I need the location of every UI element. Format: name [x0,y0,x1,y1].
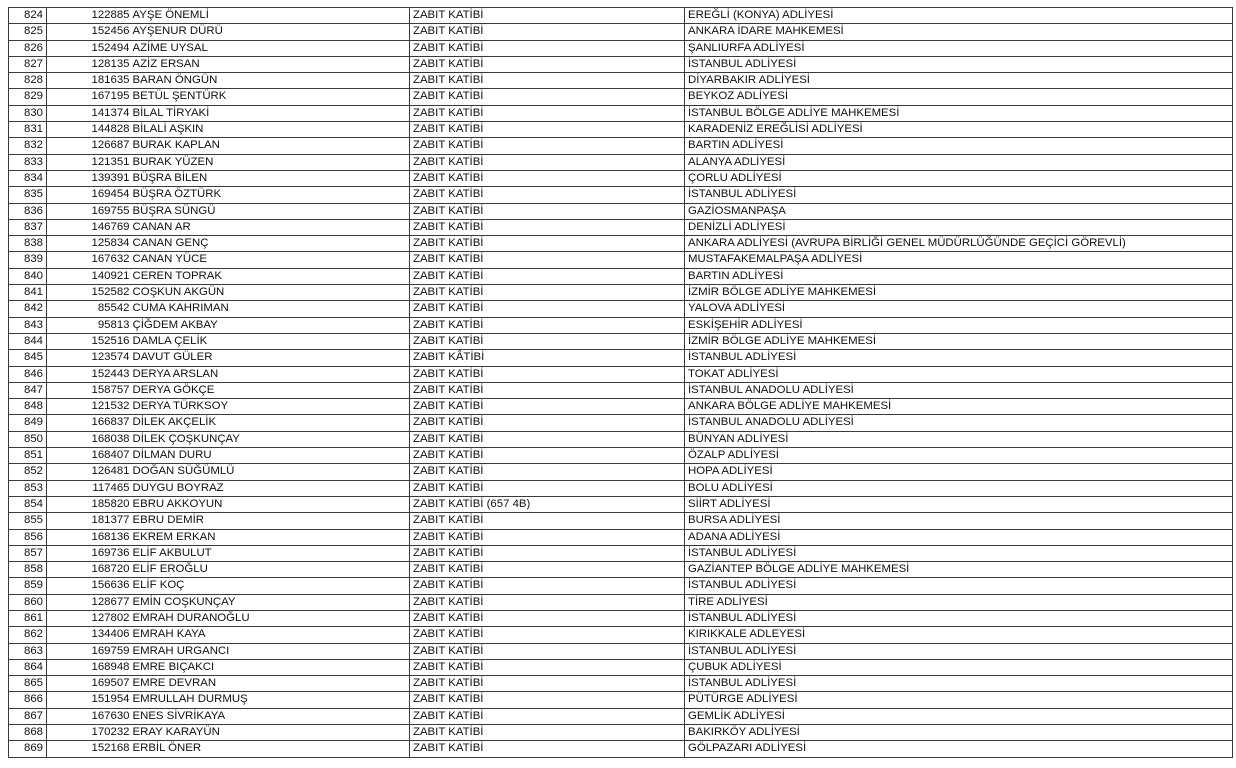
full-name-cell: DİLMAN DURU [131,448,410,464]
job-title-cell: ZABIT KATİBİ [410,627,685,643]
full-name-cell: DUYGU BOYRAZ [131,480,410,496]
registry-number-cell: 126687 [47,138,131,154]
full-name-cell: EMRAH KAYA [131,627,410,643]
registry-number-cell: 168407 [47,448,131,464]
full-name-cell: CUMA KAHRIMAN [131,301,410,317]
job-title-cell: ZABIT KATİBİ [410,285,685,301]
assigned-court-cell: ÖZALP ADLİYESİ [685,448,1233,464]
job-title-cell: ZABIT KATİBİ [410,431,685,447]
registry-number-cell: 181377 [47,513,131,529]
registry-number-cell: 168720 [47,562,131,578]
row-number-cell: 852 [9,464,47,480]
table-row [9,122,1233,138]
table-row [9,464,1233,480]
job-title-cell: ZABIT KATİBİ [410,138,685,154]
job-title-cell: ZABIT KATİBİ [410,676,685,692]
registry-number-cell: 127802 [47,610,131,626]
registry-number-cell: 167632 [47,252,131,268]
job-title-cell: ZABIT KATİBİ [410,333,685,349]
job-title-cell: ZABIT KATİBİ [410,382,685,398]
row-number-cell: 840 [9,268,47,284]
full-name-cell: BÜŞRA ÖZTÜRK [131,187,410,203]
table-row [9,252,1233,268]
job-title-cell: ZABIT KATİBİ [410,366,685,382]
full-name-cell: BETÜL ŞENTÜRK [131,89,410,105]
row-number-cell: 863 [9,643,47,659]
registry-number-cell: 134406 [47,627,131,643]
job-title-cell: ZABIT KATİBİ [410,513,685,529]
job-title-cell: ZABIT KATİBİ [410,154,685,170]
assigned-court-cell: GAZİANTEP BÖLGE ADLİYE MAHKEMESİ [685,562,1233,578]
registry-number-cell: 168038 [47,431,131,447]
assigned-court-cell: İZMİR BÖLGE ADLİYE MAHKEMESİ [685,285,1233,301]
assigned-court-cell: İSTANBUL ADLİYESİ [685,578,1233,594]
row-number-cell: 844 [9,333,47,349]
assigned-court-cell: TİRE ADLİYESİ [685,594,1233,610]
table-row [9,203,1233,219]
assigned-court-cell: SİİRT ADLİYESİ [685,496,1233,512]
assigned-court-cell: ANKARA BÖLGE ADLİYE MAHKEMESİ [685,399,1233,415]
full-name-cell: CANAN GENÇ [131,236,410,252]
full-name-cell: EMRE DEVRAN [131,676,410,692]
row-number-cell: 860 [9,594,47,610]
registry-number-cell: 152168 [47,741,131,757]
assigned-court-cell: İSTANBUL ADLİYESİ [685,545,1233,561]
assigned-court-cell: İSTANBUL ADLİYESİ [685,643,1233,659]
registry-number-cell: 181635 [47,73,131,89]
full-name-cell: EBRU AKKOYUN [131,496,410,512]
full-name-cell: DAVUT GÜLER [131,350,410,366]
full-name-cell: ENES SİVRİKAYA [131,708,410,724]
registry-number-cell: 128677 [47,594,131,610]
assigned-court-cell: GÖLPAZARI ADLİYESİ [685,741,1233,757]
registry-number-cell: 121351 [47,154,131,170]
assigned-court-cell: BEYKOZ ADLİYESİ [685,89,1233,105]
row-number-cell: 864 [9,659,47,675]
table-row [9,578,1233,594]
job-title-cell: ZABIT KATİBİ [410,610,685,626]
assigned-court-cell: İSTANBUL ADLİYESİ [685,610,1233,626]
assigned-court-cell: BAKIRKÖY ADLİYESİ [685,725,1233,741]
job-title-cell: ZABIT KATİBİ [410,545,685,561]
table-row [9,448,1233,464]
full-name-cell: ELİF AKBULUT [131,545,410,561]
registry-number-cell: 168136 [47,529,131,545]
assigned-court-cell: YALOVA ADLİYESİ [685,301,1233,317]
table-row [9,154,1233,170]
assigned-court-cell: ÇUBUK ADLİYESİ [685,659,1233,675]
table-row [9,741,1233,757]
table-row [9,56,1233,72]
job-title-cell: ZABIT KATİBİ [410,529,685,545]
registry-number-cell: 121532 [47,399,131,415]
table-row [9,431,1233,447]
registry-number-cell: 169759 [47,643,131,659]
table-row [9,170,1233,186]
row-number-cell: 848 [9,399,47,415]
row-number-cell: 868 [9,725,47,741]
table-row [9,399,1233,415]
registry-number-cell: 152582 [47,285,131,301]
row-number-cell: 851 [9,448,47,464]
registry-number-cell: 169454 [47,187,131,203]
assigned-court-cell: BÜNYAN ADLİYESİ [685,431,1233,447]
table-row [9,89,1233,105]
row-number-cell: 843 [9,317,47,333]
row-number-cell: 856 [9,529,47,545]
assigned-court-cell: KARADENİZ EREĞLİSİ ADLİYESİ [685,122,1233,138]
job-title-cell: ZABIT KATİBİ [410,219,685,235]
assigned-court-cell: MUSTAFAKEMALPAŞA ADLİYESİ [685,252,1233,268]
assigned-court-cell: GEMLİK ADLİYESİ [685,708,1233,724]
full-name-cell: ELİF EROĞLU [131,562,410,578]
job-title-cell: ZABIT KATİBİ [410,725,685,741]
registry-number-cell: 122885 [47,8,131,24]
full-name-cell: BURAK YÜZEN [131,154,410,170]
registry-number-cell: 185820 [47,496,131,512]
table-row [9,333,1233,349]
row-number-cell: 828 [9,73,47,89]
table-row [9,562,1233,578]
assigned-court-cell: İSTANBUL ADLİYESİ [685,350,1233,366]
registry-number-cell: 170232 [47,725,131,741]
full-name-cell: AYŞENUR DÜRÜ [131,24,410,40]
assigned-court-cell: BOLU ADLİYESİ [685,480,1233,496]
assigned-court-cell: ADANA ADLİYESİ [685,529,1233,545]
assigned-court-cell: ANKARA ADLİYESİ (AVRUPA BİRLİĞİ GENEL MÜDÜRLÜĞÜNDE GEÇİCİ GÖREVLİ) [685,236,1233,252]
row-number-cell: 838 [9,236,47,252]
row-number-cell: 857 [9,545,47,561]
row-number-cell: 826 [9,40,47,56]
registry-number-cell: 151954 [47,692,131,708]
table-row [9,610,1233,626]
full-name-cell: BÜŞRA SÜNGÜ [131,203,410,219]
assigned-court-cell: BURSA ADLİYESİ [685,513,1233,529]
table-row [9,8,1233,24]
table-row [9,382,1233,398]
job-title-cell: ZABIT KATİBİ (657 4B) [410,496,685,512]
assigned-court-cell: EREĞLİ (KONYA) ADLİYESİ [685,8,1233,24]
table-row [9,480,1233,496]
table-row [9,138,1233,154]
row-number-cell: 833 [9,154,47,170]
table-row [9,268,1233,284]
assigned-court-cell: İZMİR BÖLGE ADLİYE MAHKEMESİ [685,333,1233,349]
row-number-cell: 865 [9,676,47,692]
registry-number-cell: 152456 [47,24,131,40]
table-row [9,40,1233,56]
registry-number-cell: 169736 [47,545,131,561]
job-title-cell: ZABIT KATİBİ [410,741,685,757]
registry-number-cell: 146769 [47,219,131,235]
full-name-cell: EMRAH URGANCI [131,643,410,659]
table-row [9,285,1233,301]
assigned-court-cell: HOPA ADLİYESİ [685,464,1233,480]
row-number-cell: 824 [9,8,47,24]
full-name-cell: EMİN COŞKUNÇAY [131,594,410,610]
registry-number-cell: 152494 [47,40,131,56]
table-row [9,415,1233,431]
table-row [9,350,1233,366]
registry-number-cell: 125834 [47,236,131,252]
table-row [9,105,1233,121]
full-name-cell: AZİME UYSAL [131,40,410,56]
row-number-cell: 832 [9,138,47,154]
row-number-cell: 853 [9,480,47,496]
full-name-cell: AYŞE ÖNEMLİ [131,8,410,24]
table-row [9,692,1233,708]
job-title-cell: ZABIT KATİBİ [410,56,685,72]
row-number-cell: 836 [9,203,47,219]
registry-number-cell: 123574 [47,350,131,366]
full-name-cell: BURAK KAPLAN [131,138,410,154]
row-number-cell: 846 [9,366,47,382]
table-row [9,643,1233,659]
table-row [9,366,1233,382]
table-row [9,219,1233,235]
row-number-cell: 839 [9,252,47,268]
registry-number-cell: 167630 [47,708,131,724]
row-number-cell: 858 [9,562,47,578]
assigned-court-cell: DİYARBAKIR ADLİYESİ [685,73,1233,89]
registry-number-cell: 128135 [47,56,131,72]
full-name-cell: COŞKUN AKGÜN [131,285,410,301]
full-name-cell: ERAY KARAYÜN [131,725,410,741]
registry-number-cell: 144828 [47,122,131,138]
row-number-cell: 862 [9,627,47,643]
job-title-cell: ZABIT KATİBİ [410,643,685,659]
registry-number-cell: 85542 [47,301,131,317]
full-name-cell: BARAN ÖNGÜN [131,73,410,89]
full-name-cell: CEREN TOPRAK [131,268,410,284]
job-title-cell: ZABIT KATİBİ [410,562,685,578]
registry-number-cell: 167195 [47,89,131,105]
assigned-court-cell: İSTANBUL ANADOLU ADLİYESİ [685,415,1233,431]
job-title-cell: ZABIT KATİBİ [410,268,685,284]
job-title-cell: ZABIT KATİBİ [410,464,685,480]
job-title-cell: ZABIT KATİBİ [410,399,685,415]
row-number-cell: 861 [9,610,47,626]
registry-number-cell: 169755 [47,203,131,219]
registry-number-cell: 140921 [47,268,131,284]
assigned-court-cell: TOKAT ADLİYESİ [685,366,1233,382]
registry-number-cell: 166837 [47,415,131,431]
full-name-cell: ÇİĞDEM AKBAY [131,317,410,333]
assigned-court-cell: KIRIKKALE ADLEYESİ [685,627,1233,643]
assigned-court-cell: GAZİOSMANPAŞA [685,203,1233,219]
assigned-court-cell: İSTANBUL BÖLGE ADLİYE MAHKEMESİ [685,105,1233,121]
row-number-cell: 866 [9,692,47,708]
row-number-cell: 845 [9,350,47,366]
row-number-cell: 834 [9,170,47,186]
assigned-court-cell: DENİZLİ ADLİYESİ [685,219,1233,235]
table-row [9,659,1233,675]
table-row [9,187,1233,203]
registry-number-cell: 126481 [47,464,131,480]
assigned-court-cell: İSTANBUL ADLİYESİ [685,56,1233,72]
full-name-cell: CANAN YÜCE [131,252,410,268]
job-title-cell: ZABIT KATİBİ [410,73,685,89]
registry-number-cell: 141374 [47,105,131,121]
row-number-cell: 854 [9,496,47,512]
full-name-cell: ERBİL ÖNER [131,741,410,757]
table-row [9,545,1233,561]
assigned-court-cell: PÜTÜRGE ADLİYESİ [685,692,1233,708]
row-number-cell: 829 [9,89,47,105]
row-number-cell: 847 [9,382,47,398]
full-name-cell: CANAN AR [131,219,410,235]
table-row [9,676,1233,692]
full-name-cell: DOĞAN SÜĞÜMLÜ [131,464,410,480]
table-row [9,594,1233,610]
job-title-cell: ZABIT KATİBİ [410,89,685,105]
job-title-cell: ZABIT KATİBİ [410,448,685,464]
job-title-cell: ZABIT KATİBİ [410,8,685,24]
row-number-cell: 830 [9,105,47,121]
registry-number-cell: 95813 [47,317,131,333]
personnel-table [8,7,1233,758]
full-name-cell: EMRAH DURANOĞLU [131,610,410,626]
assigned-court-cell: BARTIN ADLİYESİ [685,138,1233,154]
assigned-court-cell: ALANYA ADLİYESİ [685,154,1233,170]
job-title-cell: ZABIT KATİBİ [410,594,685,610]
job-title-cell: ZABIT KATİBİ [410,170,685,186]
job-title-cell: ZABIT KATİBİ [410,708,685,724]
registry-number-cell: 168948 [47,659,131,675]
row-number-cell: 869 [9,741,47,757]
job-title-cell: ZABIT KATİBİ [410,301,685,317]
row-number-cell: 835 [9,187,47,203]
registry-number-cell: 169507 [47,676,131,692]
job-title-cell: ZABIT KATİBİ [410,692,685,708]
full-name-cell: DİLEK ÇOŞKUNÇAY [131,431,410,447]
assigned-court-cell: ÇORLU ADLİYESİ [685,170,1233,186]
registry-number-cell: 156636 [47,578,131,594]
assigned-court-cell: BARTIN ADLİYESİ [685,268,1233,284]
assigned-court-cell: ESKİŞEHİR ADLİYESİ [685,317,1233,333]
table-row [9,236,1233,252]
full-name-cell: DERYA TÜRKSOY [131,399,410,415]
job-title-cell: ZABIT KATİBİ [410,24,685,40]
full-name-cell: DERYA ARSLAN [131,366,410,382]
job-title-cell: ZABIT KATİBİ [410,252,685,268]
full-name-cell: DİLEK AKÇELİK [131,415,410,431]
row-number-cell: 850 [9,431,47,447]
row-number-cell: 827 [9,56,47,72]
full-name-cell: EBRU DEMİR [131,513,410,529]
registry-number-cell: 152516 [47,333,131,349]
full-name-cell: AZİZ ERSAN [131,56,410,72]
table-row [9,529,1233,545]
table-row [9,627,1233,643]
table-row [9,708,1233,724]
table-row [9,73,1233,89]
job-title-cell: ZABIT KATİBİ [410,317,685,333]
row-number-cell: 837 [9,219,47,235]
job-title-cell: ZABIT KÂTİBİ [410,350,685,366]
full-name-cell: BÜŞRA BİLEN [131,170,410,186]
assigned-court-cell: İSTANBUL ANADOLU ADLİYESİ [685,382,1233,398]
table-row [9,317,1233,333]
assigned-court-cell: ŞANLIURFA ADLİYESİ [685,40,1233,56]
job-title-cell: ZABIT KATİBİ [410,105,685,121]
row-number-cell: 849 [9,415,47,431]
row-number-cell: 855 [9,513,47,529]
row-number-cell: 867 [9,708,47,724]
table-row [9,24,1233,40]
row-number-cell: 831 [9,122,47,138]
assigned-court-cell: İSTANBUL ADLİYESİ [685,676,1233,692]
row-number-cell: 841 [9,285,47,301]
job-title-cell: ZABIT KATİBİ [410,236,685,252]
table-row [9,725,1233,741]
full-name-cell: ELİF KOÇ [131,578,410,594]
job-title-cell: ZABIT KATİBİ [410,659,685,675]
row-number-cell: 842 [9,301,47,317]
full-name-cell: EMRE BIÇAKCI [131,659,410,675]
job-title-cell: ZABIT KATİBİ [410,203,685,219]
job-title-cell: ZABIT KATİBİ [410,187,685,203]
table-row [9,301,1233,317]
table-row [9,496,1233,512]
row-number-cell: 859 [9,578,47,594]
registry-number-cell: 139391 [47,170,131,186]
registry-number-cell: 117465 [47,480,131,496]
registry-number-cell: 158757 [47,382,131,398]
full-name-cell: EMRULLAH DURMUŞ [131,692,410,708]
assigned-court-cell: ANKARA İDARE MAHKEMESİ [685,24,1233,40]
table-row [9,513,1233,529]
job-title-cell: ZABIT KATİBİ [410,415,685,431]
full-name-cell: DAMLA ÇELİK [131,333,410,349]
job-title-cell: ZABIT KATİBİ [410,480,685,496]
registry-number-cell: 152443 [47,366,131,382]
full-name-cell: EKREM ERKAN [131,529,410,545]
job-title-cell: ZABIT KATİBİ [410,122,685,138]
full-name-cell: BİLAL TİRYAKİ [131,105,410,121]
job-title-cell: ZABIT KATİBİ [410,40,685,56]
full-name-cell: DERYA GÖKÇE [131,382,410,398]
job-title-cell: ZABIT KATİBİ [410,578,685,594]
row-number-cell: 825 [9,24,47,40]
full-name-cell: BİLALİ AŞKIN [131,122,410,138]
table-body [9,8,1233,758]
assigned-court-cell: İSTANBUL ADLİYESİ [685,187,1233,203]
